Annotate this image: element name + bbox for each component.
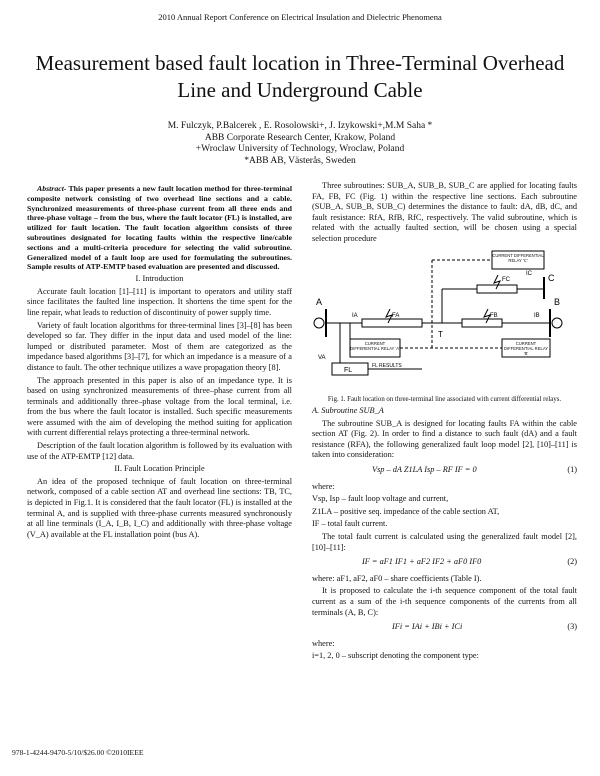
total-fault-paragraph: The total fault current is calculated using the generalized fault model [2], [10]–[11]: — [312, 532, 577, 552]
abstract-label: Abstract- — [37, 184, 67, 193]
bus-a-label: A — [316, 296, 323, 307]
figure-caption: Fig. 1. Fault location on three-terminal line associated with current differential relays. — [327, 395, 562, 403]
bus-b-label: B — [554, 296, 561, 307]
affiliation: +Wroclaw University of Technology, Wroclaw, Poland — [195, 144, 405, 154]
fault-fc-label: FC — [502, 276, 510, 283]
equation-2 — [312, 557, 577, 568]
relay-a-label: CURRENT DIFFERENTIAL RELAY 'A' — [350, 340, 400, 351]
fault-fa-label: FA — [392, 312, 400, 319]
where-item: Z1LA – positive seq. impedance of the cable section AT, — [312, 506, 500, 516]
sub-a-paragraph: The subroutine SUB_A is designed for locating faults FA within the cable section AT (Fig. 2). In order to find a distance to such fault (dA) and a fault resistance (RFA), the following generalized fault loop model [2], [10]–[11] is taken into consideration: — [312, 418, 577, 460]
va-label: VA — [318, 354, 326, 361]
abstract-text: This paper presents a new fault location method for three-terminal composite network consisting of two overhead line sections and a cable. Synchronized measurements of three-phase current from all three ends and three-phase voltage – from the bus, where the fault locator (FL) is installed, are utilized for fault location. The fault location algorithm consists of three subroutines designated for locating faults within the respective line/cable sections and a multi-criteria procedure for selecting the valid subroutine. Generalized model of a fault loop are used for formulating the subroutines. Sample results of ATP-EMTP based evaluation are presented and discussed. — [27, 184, 292, 272]
ic-label: IC — [526, 270, 532, 277]
equation-1-body: Vsp – dA Z1LA Isp – RF IF = 0 — [372, 465, 477, 475]
affiliation: ABB Corporate Research Center, Krakow, Poland — [204, 132, 396, 143]
where-item: i=1, 2, 0 – subscript denoting the component type: — [312, 651, 479, 661]
section-heading-introduction: I. Introduction — [135, 274, 184, 284]
subsection-heading: A. Subroutine SUB_A — [312, 406, 384, 416]
where-item: Vsp, Isp – fault loop voltage and current, — [312, 494, 449, 504]
fault-fb-label: FB — [490, 312, 498, 319]
figure-1 — [312, 247, 577, 392]
equation-2-body: IF = aF1 IF1 + aF2 IF2 + aF0 IF0 — [362, 557, 482, 567]
affiliation: *ABB AB, Västerås, Sweden — [244, 155, 356, 166]
fl-label: FL — [344, 366, 353, 374]
sequence-paragraph: It is proposed to calculate the i-th sequence component of the total fault current as a sum of the i-th sequence components of the currents from all terminals (A, B, C): — [312, 586, 577, 617]
principle-paragraph: An idea of the proposed technique of fault location on three-terminal network, composed of a cable section AT and overhead line sections: TB, TC, is depicted in Fig.1. It is considered that the fault locator (FL) is installed at the terminal A, and is supplied with three-phase currents measured synchronously at all line terminals (I_A, I_B, I_C) and additionally with three-phase voltage (V_A) available at the FL installation point (bus A). — [27, 476, 292, 539]
ia-label: IA — [352, 312, 358, 319]
where-item: IF – total fault current. — [312, 519, 388, 529]
tee-label: T — [438, 329, 443, 339]
ib-label: IB — [534, 312, 540, 319]
left-column — [27, 184, 292, 542]
equation-2-number: (2) — [567, 557, 577, 567]
equation-3 — [312, 622, 577, 633]
right-column — [312, 181, 577, 664]
equation-1 — [312, 465, 577, 476]
where-label: where: — [312, 638, 335, 648]
relay-b-label: CURRENT DIFFERENTIAL RELAY 'B' — [503, 340, 549, 356]
where-label: where: — [312, 481, 335, 491]
where-share: where: aF1, aF2, aF0 – share coefficients (Table I). — [312, 573, 482, 583]
section-heading-principle: II. Fault Location Principle — [114, 464, 205, 474]
intro-paragraph: Description of the fault location algorithm is followed by its evaluation with use of the ATP-EMTP [12] data. — [27, 441, 292, 461]
relay-c-label: CURRENT DIFFERENTIAL RELAY 'C' — [492, 252, 544, 263]
author-block — [40, 121, 560, 167]
subroutines-paragraph: Three subroutines: SUB_A, SUB_B, SUB_C are applied for locating faults FA, FB, FC (Fig. 1) within the respective line sections. Each subroutine (SUB_A, SUB_B, SUB_C) determines the distance to fault: dA, dB, dC, and fault resistance: RfA, RfB, RfC, respectively. The valid subroutine, which is related with the actually faulted section, will be chosen using a special selection procedure — [312, 181, 577, 243]
intro-paragraph: The approach presented in this paper is also of an impedance type. It is based on using synchronized measurements of three–phase current from all terminals and additionally three–phase voltage from the local terminal, i.e. from the bus where the fault locator is installed. Such specific measurements were assumed with the aim of developing the method suiting for application with current differential relays protecting a three-terminal network. — [27, 375, 292, 438]
equation-1-number: (1) — [567, 465, 577, 475]
fl-results-label: FL RESULTS — [372, 362, 402, 369]
footer-isbn: 978-1-4244-9470-5/10/$26.00 ©2010IEEE — [12, 748, 144, 757]
equation-3-number: (3) — [567, 622, 577, 632]
intro-paragraph: Accurate fault location [1]–[11] is important to operators and utility staff since facilitates the faulted line inspection. It shortens the time spent for the line repair, what leads to reduction of discontinuity of power supply time. — [27, 286, 292, 317]
abstract — [27, 184, 292, 272]
running-header: 2010 Annual Report Conference on Electrical Insulation and Dielectric Phenomena — [158, 12, 442, 22]
network-diagram — [312, 247, 577, 392]
paper-title: Measurement based fault location in Three-Terminal Overhead Line and Underground Cable — [35, 51, 565, 102]
intro-paragraph: Variety of fault location algorithms for three-terminal lines [3]–[8] has been developed so far. They differ in the input data and used model of the line: lumped or distributed parameter. Most of them are categorized as the impedance based algorithms [3]–[7], for which an impedance is a measure of a distance to fault. The other technique utilizes a wave propagation theory [8]. — [27, 320, 292, 372]
authors: M. Fulczyk, P.Balcerek , E. Rosolowski+, J. Izykowski+,M.M Saha * — [167, 121, 433, 131]
bus-c-label: C — [548, 272, 555, 283]
equation-3-body: IFi = IAi + IBi + ICi — [392, 622, 463, 632]
